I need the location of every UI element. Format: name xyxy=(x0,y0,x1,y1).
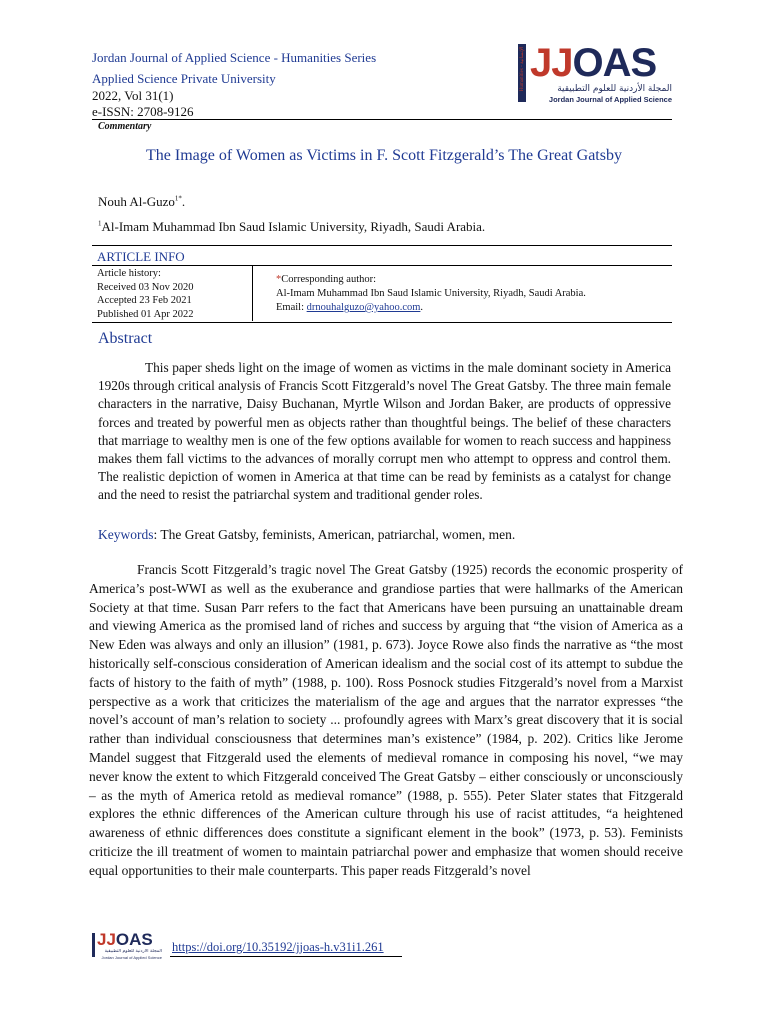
email-label: Email: xyxy=(276,302,307,313)
footer-logo-arabic: المجلة الأردنية للعلوم التطبيقية xyxy=(104,949,162,954)
article-history xyxy=(97,267,194,321)
footer-logo-english: Jordan Journal of Applied Science xyxy=(101,955,162,960)
published-date: Published 01 Apr 2022 xyxy=(97,308,194,320)
corr-label: Corresponding author: xyxy=(281,274,377,285)
info-heading-rule xyxy=(92,265,672,266)
author-suffix: . xyxy=(181,194,186,209)
logo-english: Jordan Journal of Applied Science xyxy=(548,95,672,104)
issn: e-ISSN: 2708-9126 xyxy=(92,104,194,119)
author-name: Nouh Al-Guzo xyxy=(98,194,175,209)
publisher: Applied Science Private University xyxy=(92,71,276,86)
info-divider xyxy=(252,265,253,321)
doi-link[interactable]: https://doi.org/10.35192/jjoas-h.v31i1.261 xyxy=(172,940,384,954)
affiliation: Al-Imam Muhammad Ibn Saud Islamic University, Riyadh, Saudi Arabia. xyxy=(101,219,486,234)
abstract-heading: Abstract xyxy=(98,330,153,347)
footer-logo-acronym: JJOAS xyxy=(97,930,153,949)
footer-logo-bar xyxy=(92,933,95,957)
received-date: Received 03 Nov 2020 xyxy=(97,281,194,293)
info-top-rule xyxy=(92,245,672,246)
body-paragraph: Francis Scott Fitzgerald’s tragic novel The Great Gatsby (1925) records the economic prosperity of America’s post-WWI as well as the exuberance and grandiose parties that were hallmarks of the American Society at that time. Susan Parr refers to the fact that Americans have been pursuing an unattainable dream and viewing America as the promised land of riches and success by arguing that “the vision of America as a New Eden was always and only an illusion” (1981, p. 673). Joyce Rowe also finds the narrative as “the most historically self-conscious consideration of American idealism and the social cost of its attempt to subdue the facts of history to the faith of myth” (1988, p. 100). Ross Posnock studies Fitzgerald’s novel from a Marxist perspective as a work that criticizes the materialism of the age and argues that the narrator expresses “the novel’s account of man’s relation to society ... profoundly agrees with Marx’s great discovery that it is social rather than individual consciousness that determines man’s existence” (1984, p. 202). Critics like Jerome Mandel suggest that Fitzgerald used the elements of medieval romance in composing his novel, “we may never know the extent to which Fitzgerald conceived The Great Gatsby – either consciously or unconsciously – as the myth of America retold as medieval romance” (1988, p. 555). Peter Slater states that Fitzgerald explores the ethnic differences of the American culture through his use of racist attitudes, “a heightened awareness of ethnic differences does constitute a significant element in the book” (1973, p. 53). Feminists criticize the ill treatment of women to maintain patriarchal power and emphasize that women should receive equal opportunities to their male counterparts. This paper reads Fitzgerald’s novel xyxy=(89,562,683,878)
affiliation-line xyxy=(98,219,485,235)
email-link[interactable]: drnouhalguzo@yahoo.com xyxy=(306,302,421,313)
keywords-label: Keywords xyxy=(98,527,154,542)
corr-affiliation: Al-Imam Muhammad Ibn Saud Islamic University, Riyadh, Saudi Arabia. xyxy=(276,288,586,299)
footer-logo xyxy=(92,930,164,961)
logo-acronym: JJOAS xyxy=(530,41,657,85)
article-info-heading: ARTICLE INFO xyxy=(97,249,185,264)
logo-arabic: المجلة الأردنية للعلوم التطبيقية xyxy=(557,84,672,94)
history-label: Article history: xyxy=(97,268,161,279)
header-rule xyxy=(92,119,672,120)
journal-title: Jordan Journal of Applied Science - Humanities Series xyxy=(92,50,377,65)
abstract-text: This paper sheds light on the image of women as victims in the male dominant society in America 1920s through critical analysis of Francis Scott Fitzgerald’s novel The Great Gatsby. The three main female characters in the narrative, Daisy Buchanan, Myrtle Wilson and Jordan Baker, are products of oppressive forces and treated by powerful men as objects rather than thoughtful beings. The belief of these characters that marriage to wealthy men is one of the few options available for women to reach success and happiness makes them fall victims to the advances of morally corrupt men who attempt to oppress and control them. The realistic depiction of women in America at that time can be read by feminists as a catalyst for change and the need to resist the patriarchal system and traditional gender roles. xyxy=(98,360,671,503)
article-title: The Image of Women as Victims in F. Scott Fitzgerald’s The Great Gatsby xyxy=(146,147,622,164)
logo-side-text: Humanities - الإنسانية xyxy=(520,46,525,92)
corr-star: * xyxy=(276,274,282,285)
info-bottom-rule xyxy=(92,322,672,323)
journal-logo xyxy=(518,41,674,104)
corresponding-author xyxy=(276,273,586,315)
footer-rule xyxy=(170,956,402,957)
author-line xyxy=(98,194,185,210)
volume: 2022, Vol 31(1) xyxy=(92,88,174,103)
accepted-date: Accepted 23 Feb 2021 xyxy=(97,295,192,306)
keywords-text: : The Great Gatsby, feminists, American, patriarchal, women, men. xyxy=(153,527,516,542)
section-label: Commentary xyxy=(98,121,152,132)
author-sup: 1* xyxy=(174,194,182,203)
keywords-line xyxy=(98,527,515,543)
email-suffix: . xyxy=(420,302,424,313)
affiliation-sup: 1 xyxy=(98,219,102,228)
